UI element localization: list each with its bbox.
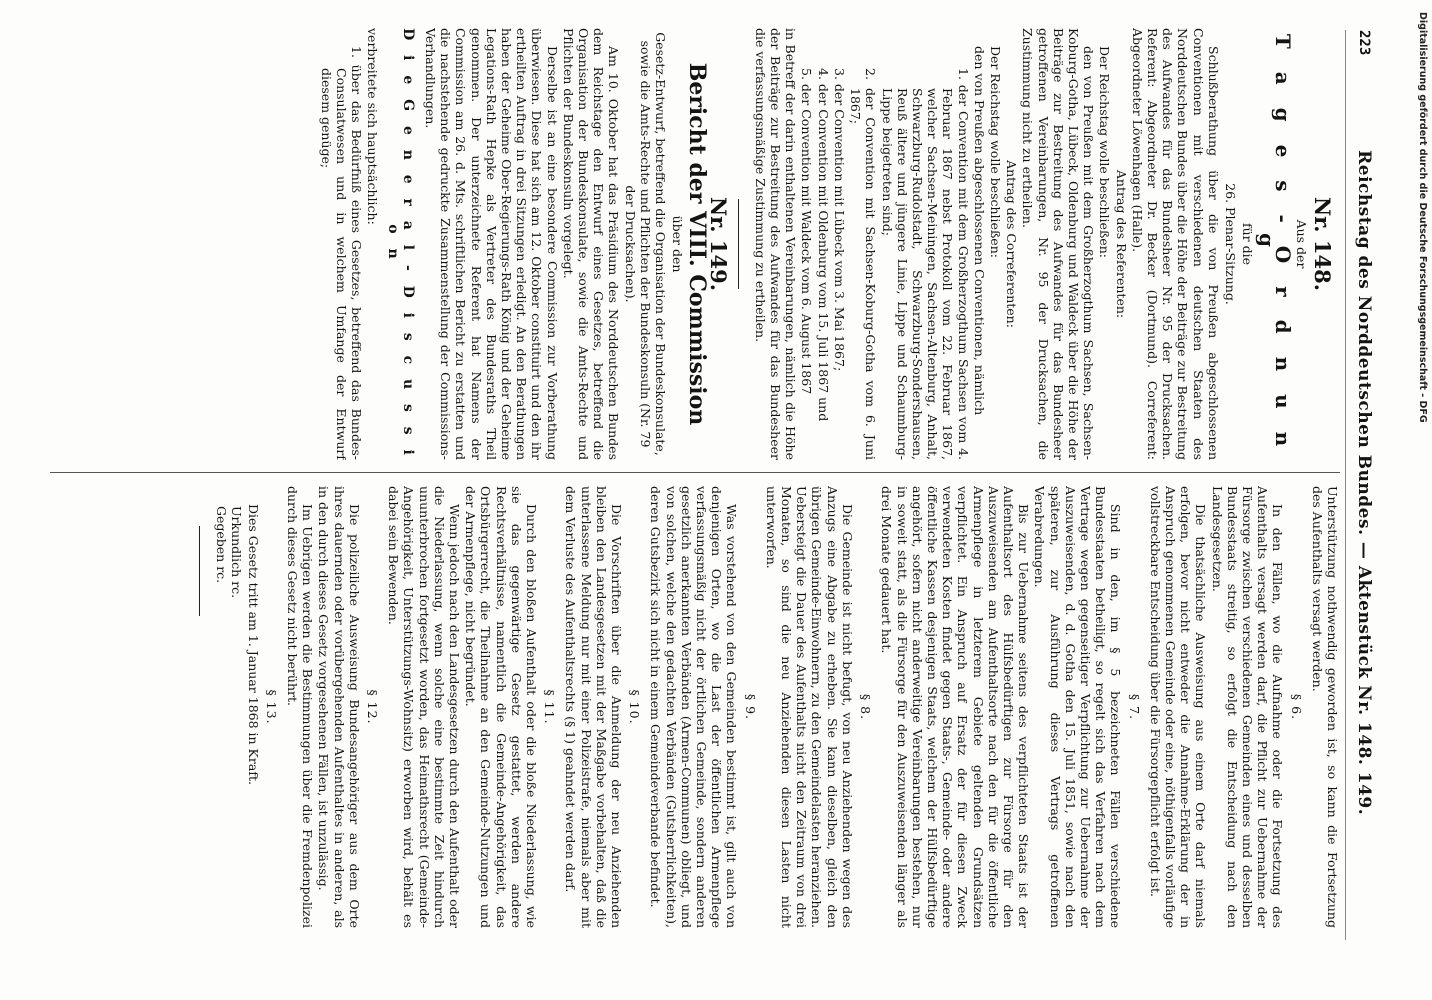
law-paragraph: Die thatsächliche Ausweisung aus einem Orte darf niemals erfolgen, bevor nicht entweder die Annahme-Erklärung der in Anspruch genommenen Gemeinde oder eine, nöthigenfalls vorläufige vollstreckbare Entscheidung über die Fürsorgepflicht erfolgt ist. [1147,486,1209,928]
watermark-text: Digitalisierung gefördert durch die Deutsche Forschungsgemeinschaft - DFG [1417,12,1428,423]
correferent-body: den von Preußen abgeschlossenen Conventionen, nämlich [971,46,987,416]
tagesordnung-title: T a g e s - O r d n u n g [1255,33,1295,455]
correferent-text: Der Reichstag wolle beschließen: [987,46,1003,258]
column-rule [50,472,1340,473]
section-heading: § 11. [542,689,558,725]
section-heading: § 9. [742,693,758,721]
law-paragraph: Unterstützung nothwendig geworden ist, so kann die Fortsetzung des Aufenthalts versagt werden. [1309,486,1340,928]
items-tail: in Betreff der darin enthaltenen Vereinbarungen, nämlich die Höhe der Beiträge zur Bestreitung des Aufwandes für das Bundesheer die verfassungsmäßige Zustimmung zu ertheilen. [752,28,799,460]
heading-nr-149: Nr. 149. [705,196,731,292]
convention-item: 3. der Convention mit Lübeck vom 3. Mai 1867; [831,68,847,372]
correferent-label: Antrag des Correferenten: [1004,160,1020,328]
law-paragraph: Die polizeiliche Ausweisung Bundesangehöriger aus dem Orte ihres dauernden oder vorübergehenden Aufenthaltes in anderen, als in den durch dieses Gesetz vorgesehenen Fällen, ist unzulässig. [316,486,362,928]
column-nr-148-149 [50,28,1340,460]
page-number: 223 [1355,30,1372,56]
section-heading: § 7. [1126,693,1142,721]
dfg-watermark [1412,0,1432,1000]
law-paragraph: Im Uebrigen werden die Bestimmungen über die Fremdenpolizei durch dieses Gesetz nicht berührt. [285,486,316,928]
section-heading: § 10. [627,689,643,725]
law-paragraph: Sind in den, im § 5 bezeichneten Fällen verschiedene Bundesstaaten betheiligt, so regelt sich das Verfahren nach dem Vertrage wegen gegenseitiger Verpflichtung zur Uebernahme der Auszuweisenden, d. d. Gotha den 15. Juli 1851, sowie nach den späteren, zur Ausführung dieses Vertrags getroffenen Verabredungen. [1032,486,1124,928]
law-paragraph: Durch den bloßen Aufenthalt oder die bloße Niederlassung, wie sie das gegenwärtige Gesetz gestattet, werden andere Rechtsverhältnisse, namentlich die Gemeinde-Angehörigkeit, das Ortsbürgerrecht, die Theilnahme an den Gemeinde-Nutzungen und der Armenpflege, nicht begründet. [463,486,540,928]
report-title: Bericht der VIII. Commission [684,62,711,426]
law-paragraph: Was vorstehend von den Gemeinden bestimmt ist, gilt auch von denjenigen Orten, wo die Last der öffentlichen Armenpflege verfassungsmäßig nicht der örtlichen Gemeinde, sondern anderen gesetzlich anerkannten Verbänden (Armen-Communen) obliegt, und von solchen, welche den gedachten Verbänden (Gutsherrlichkeiten), deren Gutsbezirk sich nicht in einem Gemeindeverbande befindet. [648,486,740,928]
report-paragraph: Am 10. Oktober hat das Präsidium des Norddeutschen Bundes dem Reichstage den Entwurf eines Gesetzes, betreffend die Organisation der Bundeskonsulate, sowie die Amts-Rechte und Pflichten der Bundeskonsuln vorgelegt. [560,28,622,460]
section-heading: § 12. [365,689,381,725]
page-header [1345,30,1380,940]
heading-nr-148: Nr. 148. [1310,196,1335,292]
running-head: Reichstag des Norddeutschen Bundes. — Aktenstück Nr. 148. 149. [1353,150,1374,816]
law-paragraph: Bis zur Uebernahme seitens des verpflichteten Staats ist der Aufenthaltsort des Hülfsbedürftigen zur Fürsorge für den Auszuweisenden am Aufenthaltsorte nach den für die öffentliche Armenpflege in letzterem Gebiete geltenden Grundsätzen verpflichtet. Ein Anspruch auf Ersatz der für diesen Zweck verwendeten Kosten findet gegen Staats-, Gemeinde- oder andere öffentliche Kassen desjenigen Staats, welchem der Hülfsbedürftige angehört, sofern nicht anderweitige Vereinbarungen bestehen, nur in soweit statt, als die Fürsorge für den Auszuweisenden länger als drei Monate gedauert hat. [879,486,1032,928]
antrag-label: Antrag des Referenten: [1113,169,1129,319]
report-paragraph: Derselbe ist an eine besondere Commission zur Vorberathung überwiesen. Diese hat sich am 12. Oktober constituirt und den ihr ertheilten Auftrag in drei Sitzungen erledigt. An den Berathungen haben der Geheime Ober-Regierungs-Rath König und der Geheime Legations-Rath Hepke als Vertreter des Bundesraths Theil genommen. Der unterzeichnete Referent hat Namens der Commission am 26. d. Mts. schriftlichen Bericht zu erstatten und die nachstehende gedruckte Zusammenstellung der Commissions-Verhandlungen. [423,28,560,460]
convention-item: 4. der Convention mit Oldenburg vom 15. Juli 1867 und [815,68,831,422]
general-discussion-item: 1. über das Bedürfniß eines Gesetzes, betreffend das Bundes-Consulatwesen und in welchem Umfange der Entwurf diesem genüge; [318,46,365,460]
general-discussion-text: verbreitete sich hauptsächlich: [365,28,381,225]
general-discussion-heading: D i e G e n e r a l - D i s c u s s i o n [384,28,416,460]
section-heading: § 13. [263,689,279,725]
column-law-text [50,486,1340,928]
section-divider [738,199,739,289]
law-paragraph: Wenn jedoch nach den Landesgesetzen durch den Aufenthalt oder die Niederlassung, wenn solche eine bestimmte Zeit hindurch ununterbrochen fortgesetzt worden, das Heimathsrecht (Gemeinde-Angehörigkeit, Unterstützungs-Wohnsitz) erworben wird, behält es dabei sein Bewenden. [386,486,463,928]
law-paragraph: Die Gemeinde ist nicht befugt, von neu Anziehenden wegen des Anzugs eine Abgabe zu erheben. Sie kann dieselben, gleich den übrigen Gemeinde-Einwohnern, zu den Gemeindelasten heranziehen. Uebersteigt die Dauer des Aufenthalts nicht den Zeitraum von drei Monaten, so sind die neu Anziehenden diesen Lasten nicht unterworfen. [763,486,855,928]
convention-item: 2. der Convention mit Sachsen-Koburg-Gotha vom 6. Juni 1867; [848,68,879,460]
law-paragraph: Dies Gesetz tritt am 1. Januar 1868 in Kraft. [245,504,261,785]
law-paragraph: In den Fällen, wo die Aufnahme oder die Fortsetzung des Aufenthalts versagt werden darf, die Pflicht zur Uebernahme der Fürsorge zwischen verschiedenen Gemeinden eines und desselben Bundesstaats streitig, so erfolgt die Entscheidung nach den Landesgesetzen. [1209,486,1286,928]
convention-item: 1. der Convention mit dem Großherzogthum Sachsen vom 4. Februar 1867 nebst Protokoll vom 22. Februar 1867, welcher Sachsen-Meiningen, Sachsen-Altenburg, Anhalt, Schwarzburg-Rudolstadt, Schwarzburg-Sondershausen, Reuß ältere und jüngere Linie, Lippe und Schaumburg-Lippe beigetreten sind; [879,68,971,460]
fuer-die: für die [1240,222,1256,266]
ueber-den: über den [670,215,686,273]
report-subject: Gesetz-Entwurf, betreffend die Organisation der Bundeskonsulate, sowie die Amts-Rechte und Pflichten der Bundeskonsuln (Nr. 79 der Drucksachen). [622,32,669,456]
convention-item: 5. der Convention mit Waldeck vom 6. August 1867 [799,68,815,395]
law-paragraph: Die Vorschriften über die Anmeldung der neu Anziehenden bleiben den Landesgesetzen mit der Maßgabe vorbehalten, daß die unterlassene Meldung nur mit einer Polizeistrafe, niemals aber mit dem Verluste des Aufenthaltsrechts (§ 1) geahndet werden darf. [563,486,625,928]
sitzung-label: 26. Plenar-Sitzung. [1222,183,1238,305]
section-heading: § 8. [858,693,874,721]
law-closing: Gegeben rc. [214,506,230,584]
law-closing: Urkundlich rc. [229,506,245,599]
section-heading: § 6. [1288,693,1304,721]
intro-paragraph: Schlußberathung über die von Preußen abgeschlossenen Conventionen mit verschiedenen deutschen Staaten des Norddeutschen Bundes über die Höhe der Beiträge zur Bestreitung des Aufwandes für das Bundesheer Nr. 95 der Drucksachen. Referent: Abgeordneter Dr. Becker (Dortmund). Correferent: Abgeordneter Löwenhagen (Halle). [1129,28,1221,460]
end-rule [199,526,200,616]
antrag-text: Der Reichstag wolle beschließen: [1097,46,1113,258]
aus-der: Aus der [1293,219,1309,269]
antrag-body: den von Preußen mit dem Großherzogthum Sachsen, Sachsen-Koburg-Gotha, Lübeck, Oldenburg und Waldeck über die Höhe der Beiträge zur Bestreitung des Aufwandes für das Bundesheer getroffenen Vereinbarungen, Nr. 95 der Drucksachen, die Zustimmung nicht zu ertheilen. [1020,28,1097,460]
